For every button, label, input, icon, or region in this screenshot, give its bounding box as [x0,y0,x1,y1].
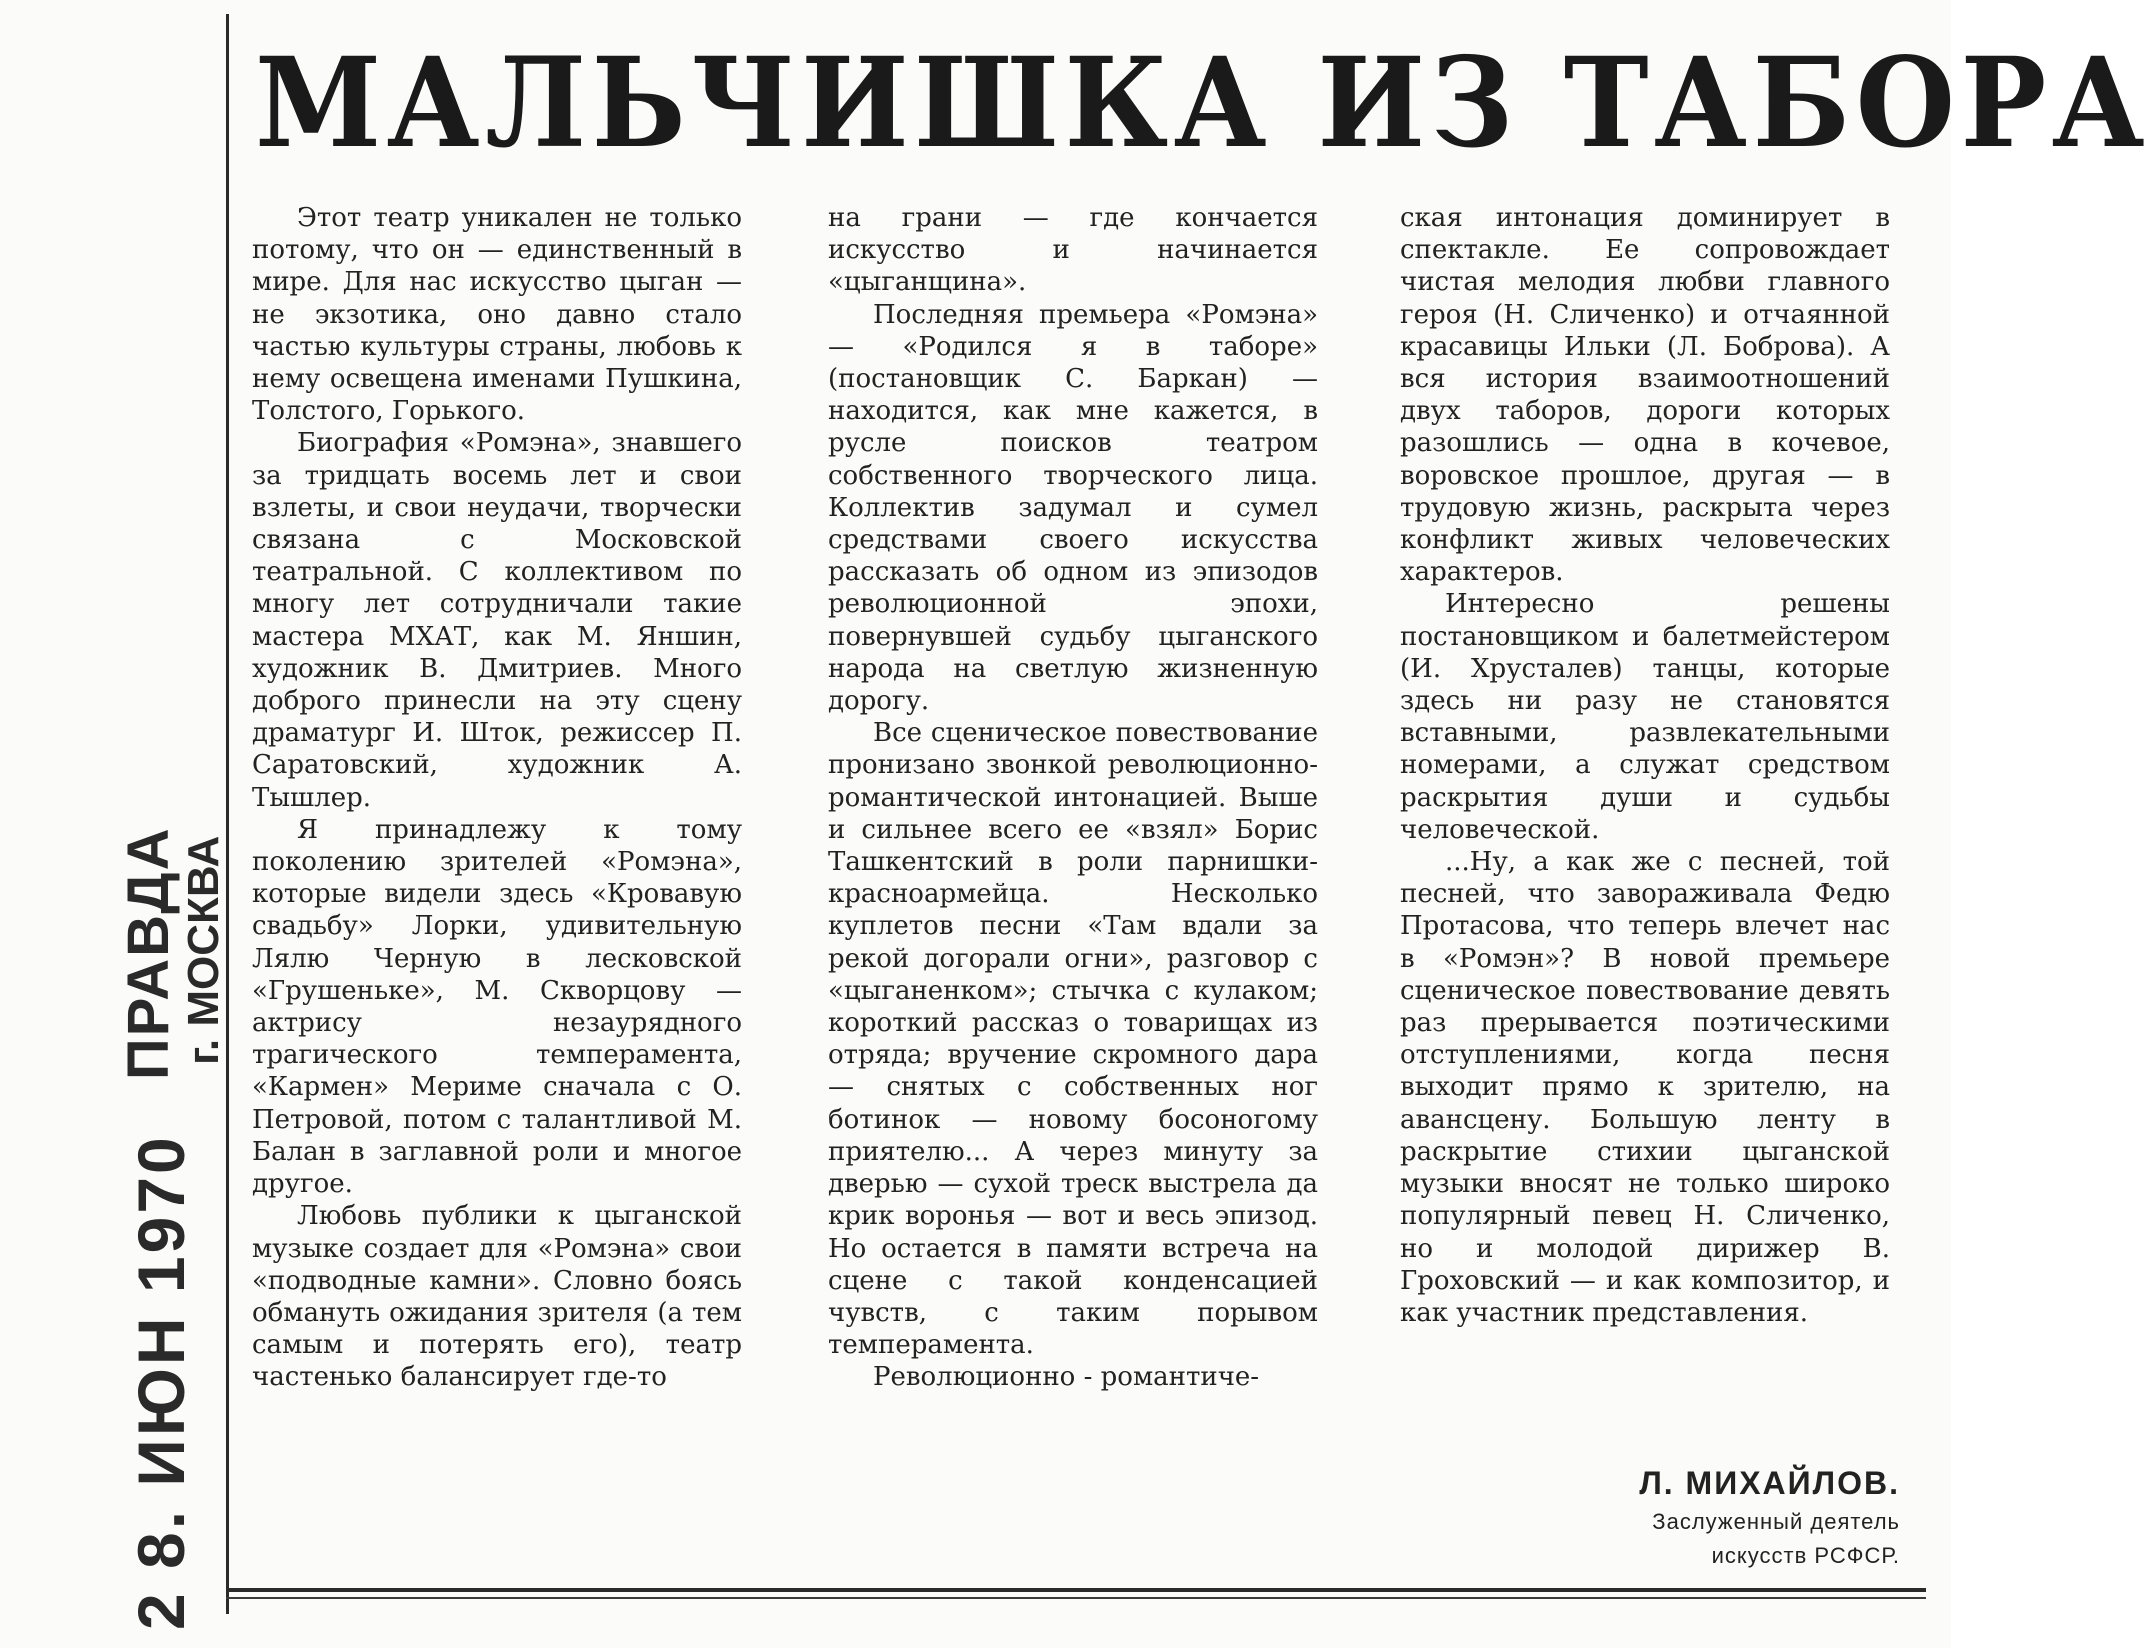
paragraph: на грани — где кончается искусство и начинается «цыганщина». [828,203,1318,298]
article-headline: МАЛЬЧИШКА ИЗ ТАБОРА [255,31,2150,176]
article-column-1 [252,202,742,1394]
stamp-date: 2 8. ИЮН 1970 [124,1134,198,1630]
paragraph: Биография «Ромэна», знавшего за тридцать восемь лет и свои взлеты, и свои неудачи, творчески связана с Московской театральной. С коллективом по многу лет сотрудничали такие мастера МХАТ, как М. Яншин, художник В. Дмитриев. Много доброго принесли на эту сцену драматург И. Шток, режиссер П. Саратовский, художник А. Тышлер. [252,428,742,813]
paragraph: Я принадлежу к тому поколению зрителей «Ромэна», которые видели здесь «Кровавую свадьбу» Лорки, удивительную Лялю Черную в лесковской «Грушеньке», М. Скворцову — актрису незаурядного трагического темперамента, «Кармен» Мериме сначала с О. Петровой, потом с талантливой М. Балан в заглавной роли и многое другое. [252,814,742,1200]
author-title-line-1: Заслуженный деятель [1652,1509,1900,1534]
stamp-city: г. МОСКВА [179,835,228,1065]
paragraph: Любовь публики к цыганской музыке создает для «Ромэна» свои «подводные камни». Словно боясь обмануть ожидания зрителя (а тем самым и потерять его), театр частенько балансирует где-то [252,1201,742,1393]
paragraph: Революционно - романтиче- [873,1362,1260,1393]
paragraph: Все сценическое повествование пронизано звонкой революционно-романтической интонацией. Выше и сильнее всего ее «взял» Борис Ташкентский в роли парнишки-красноармейца. Несколько куплетов песни «Там вдали за рекой догорали огни», разговор с «цыганенком»; стычка с кулаком; короткий рассказ о товарищах из отряда; вручение скромного дара — снятых с собственных ног ботинок — новому босоногому приятелю... А через минуту за дверью — сухой треск выстрела да крик воронья — вот и весь эпизод. Но остается в памяти встреча на сцене с такой конденсацией чувств, с таким порывом темперамента. [828,718,1318,1361]
paragraph: Последняя премьера «Ромэна» — «Родился я в таборе» (постановщик С. Баркан) — находится, как мне кажется, в русле поисков театром собственного творческого лица. Коллектив задумал и сумел средствами своего искусства рассказать об одном из эпизодов революционной эпохи, повернувшей судьбу цыганского народа на светлую жизненную дорогу. [828,299,1318,717]
paragraph: ская интонация доминирует в спектакле. Ее сопровождает чистая мелодия любви главного героя (Н. Сличенко) и отчаянной красавицы Ильки (Л. Боброва). А вся история взаимоотношений двух таборов, дороги которых разошлись — одна в кочевое, воровское прошлое, другая — в трудовую жизнь, раскрыта через конфликт живых человеческих характеров. [1400,203,1890,588]
article-column-2 [828,202,1318,1394]
author-title [1520,1505,1900,1573]
author-title-line-2: искусств РСФСР. [1711,1543,1900,1568]
stamp-newspaper-name: ПРАВДА [116,826,181,1080]
paragraph: Этот театр уникален не только потому, что он — единственный в мире. Для нас искусство цыган — не экзотика, оно давно стало частью культуры страны, любовь к нему освещена именами Пушкина, Толстого, Горького. [252,203,742,427]
paragraph: ...Ну, а как же с песней, той песней, что завораживала Федю Протасова, что теперь влечет нас в «Ромэн»? В новой премьере сценическое повествование девять раз прерывается поэтическими отступлениями, когда песня выходит прямо к зрителю, на авансцену. Большую ленту в раскрытие стихии цыганской музыки вносят не только широко популярный певец Н. Сличенко, но и молодой дирижер В. Гроховский — и как композитор, и как участник представления. [1400,847,1890,1328]
bottom-border-rule [226,1588,1926,1592]
article-column-3 [1400,202,1890,1329]
author-signature: Л. МИХАЙЛОВ. [1639,1465,1900,1501]
paragraph: Интересно решены постановщиком и балетмейстером (И. Хрусталев) танцы, которые здесь ни разу не становятся вставными, развлекательными номерами, а служат средством раскрытия души и судьбы человеческой. [1400,589,1890,845]
bottom-border-rule-thin [226,1597,1926,1599]
archive-stamp [116,740,250,1640]
